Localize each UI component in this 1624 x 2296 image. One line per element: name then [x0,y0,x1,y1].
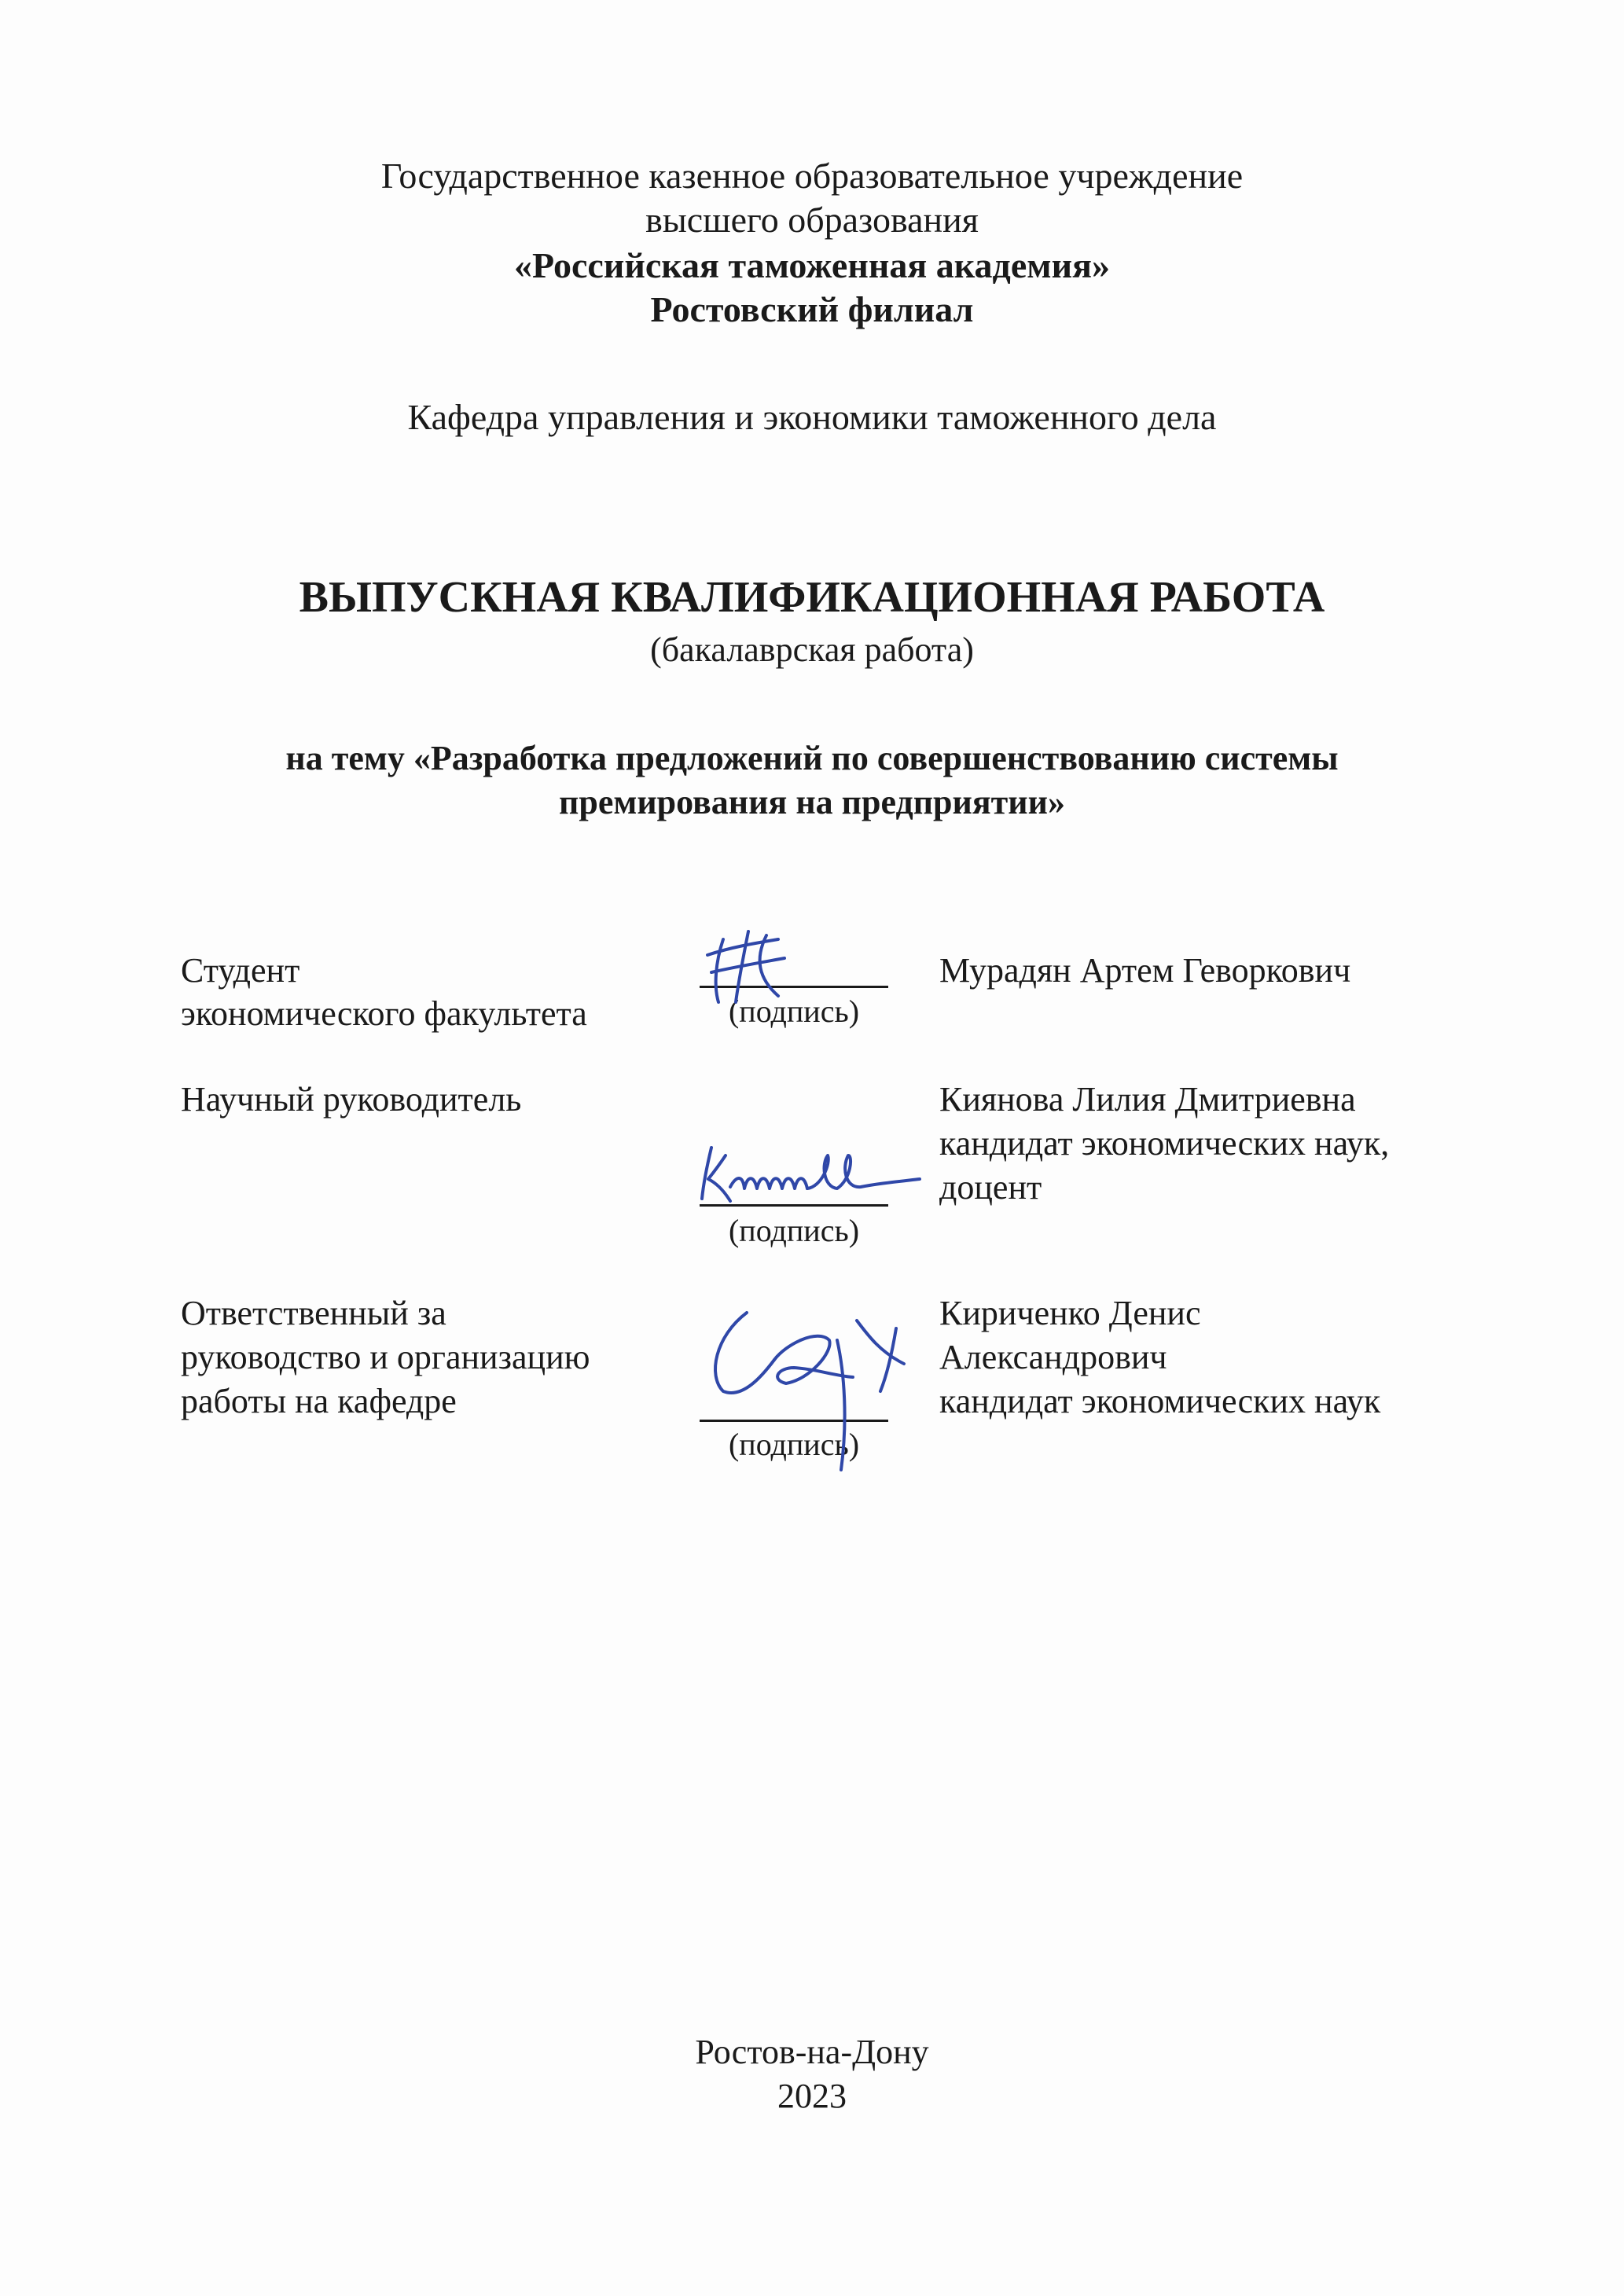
supervisor-signature [696,1132,931,1210]
supervisor-name: Киянова Лилия Дмитриевна [939,1080,1356,1119]
responsible-role-line2: руководство и организацию [181,1338,590,1376]
branch-name: Ростовский филиал [650,289,974,329]
academy-name: «Российская таможенная академия» [514,245,1110,285]
student-signature-caption: (подпись) [728,994,860,1029]
responsible-signature-caption: (подпись) [728,1427,860,1462]
responsible-signature [700,1305,920,1478]
responsible-role-line1: Ответственный за [181,1294,446,1332]
work-subtitle: (бакалаврская работа) [650,630,974,669]
work-topic-line1: на тему «Разработка предложений по совершенствованию системы [285,739,1339,777]
responsible-role-line3: работы на кафедре [181,1382,457,1420]
footer-city: Ростов-на-Дону [695,2033,929,2071]
institution-level: высшего образования [645,200,979,240]
student-role-line2: экономического факультета [181,994,587,1033]
student-role-line1: Студент [181,951,300,990]
department-name: Кафедра управления и экономики таможенного дела [407,397,1217,437]
responsible-degree: кандидат экономических наук [939,1382,1381,1420]
student-name: Мурадян Артем Геворкович [939,951,1351,990]
work-title: ВЫПУСКНАЯ КВАЛИФИКАЦИОННАЯ РАБОТА [299,573,1325,622]
footer-year: 2023 [777,2077,847,2115]
supervisor-role: Научный руководитель [181,1080,522,1119]
supervisor-signature-caption: (подпись) [728,1213,860,1248]
student-signature [692,924,802,1010]
responsible-name-line2: Александрович [939,1338,1167,1376]
supervisor-title: доцент [939,1168,1042,1207]
supervisor-degree: кандидат экономических наук, [939,1124,1390,1163]
institution-type: Государственное казенное образовательное учреждение [380,156,1244,196]
responsible-name-line1: Кириченко Денис [939,1294,1201,1332]
work-topic-line2: премирования на предприятии» [559,783,1065,821]
